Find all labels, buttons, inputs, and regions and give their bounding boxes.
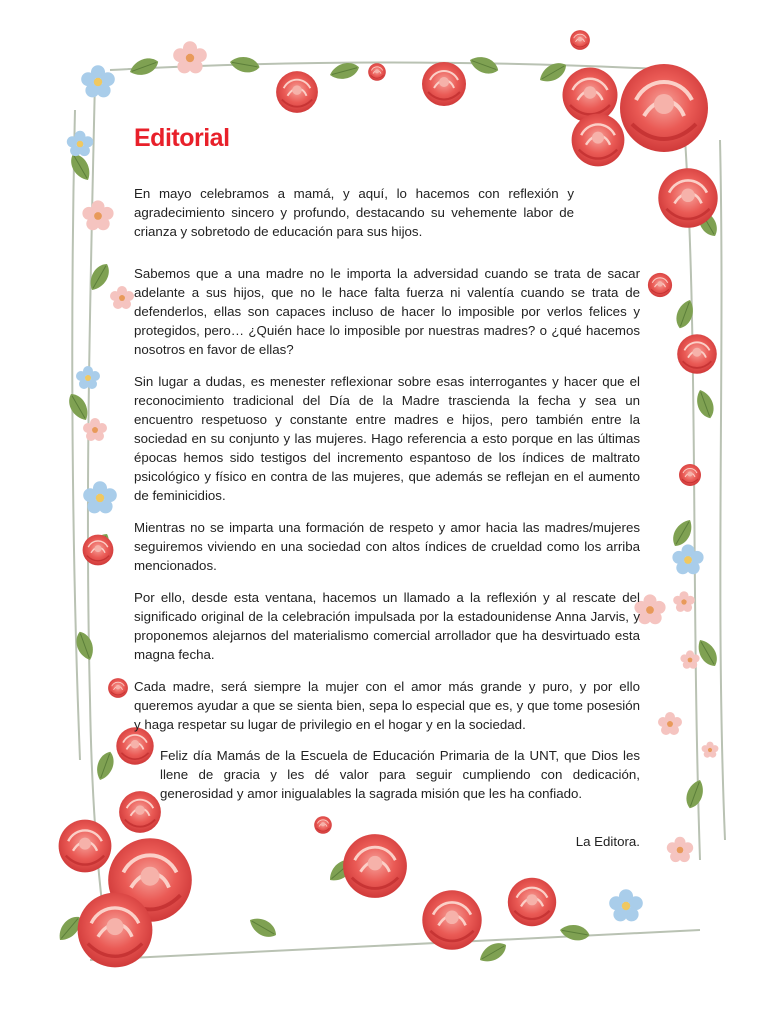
paragraph-3: Sin lugar a dudas, es menester reflexionar sobre esas interrogantes y hacer que el reconocimiento tradicional del Día de la Madre trasciendа la fecha y sea un encuentro respetuoso y constante entre madres e hijos, pero también entre la sociedad en su conjunto y las mujeres. Hago referencia a esto porque en las últimas épocas hemos sido testigos del incremento espantoso de los índices de maltrato psicológico y físico en contra de las mujeres, que además se reflejan en el aumento de feminicidios. bbox=[134, 374, 640, 503]
paragraph-4: Mientras no se imparta una formación de respeto y amor hacia las madres/mujeres seguiremos viviendo en una sociedad con altos índices de crueldad como los arriba mencionados. bbox=[134, 520, 640, 573]
signature: La Editora. bbox=[575, 834, 640, 849]
closing-paragraph bbox=[160, 746, 640, 816]
paragraph-7: Feliz día Mamás de la Escuela de Educación Primaria de la UNT, que Dios les llene de gracia y les dé valor para seguir cumpliendo con dedicación, generosidad y amor inigualables la sagrada misión que les ha confiado. bbox=[160, 748, 640, 801]
paragraph-2: Sabemos que a una madre no le importa la adversidad cuando se trata de sacar adelante a sus hijos, que no le hace falta fuerza ni valentía cuando se trata de defenderlos, ellas son capaces incluso de hacer lo imposible por verlos felices y protegidos, pero… ¿Quién hace lo imposible por nuestras madres? o ¿qué hacemos nosotros en favor de ellas? bbox=[134, 266, 640, 357]
body-text bbox=[134, 264, 640, 747]
paragraph-5: Por ello, desde esta ventana, hacemos un llamado a la reflexión y al rescate del significado original de la celebración impulsada por la estadounidense Anna Jarvis, y proponemos alejarnos del materialismo comercial arrollador que ha desvirtuado esta magna fecha. bbox=[134, 590, 640, 662]
paragraph-intro bbox=[134, 184, 574, 254]
paragraph-1: En mayo celebramos a mamá, y aquí, lo hacemos con reflexión y agradecimiento sincero y profundo, destacando su vehemente labor de crianza y sobretodo de educación para sus hijos. bbox=[134, 186, 574, 239]
paragraph-6: Cada madre, será siempre la mujer con el amor más grande y puro, y por ello queremos ayudar a que se sienta bien, sepa lo especial que es, y que tome posesión y haga respetar su lugar de privilegio en el hogar y en la sociedad. bbox=[134, 679, 640, 732]
page-title: Editorial bbox=[134, 124, 230, 152]
